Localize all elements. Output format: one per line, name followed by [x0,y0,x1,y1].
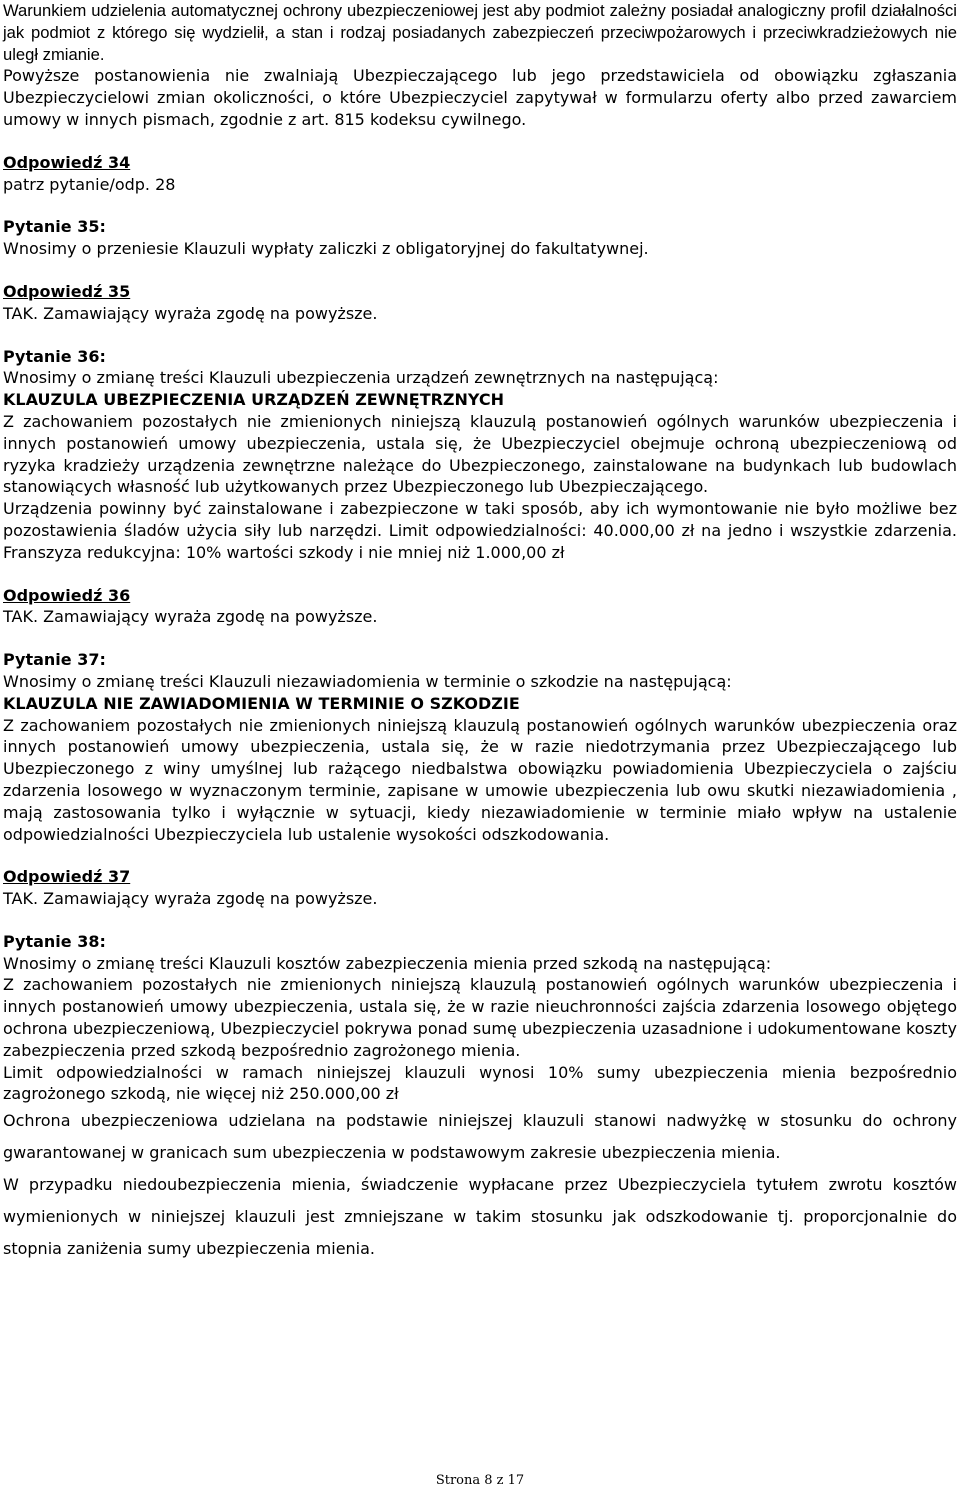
question-38-paragraph-1: Z zachowaniem pozostałych nie zmienionych niniejszą klauzulą postanowień ogólnych warunków ubezpieczenia i innych postanowień umowy ubezpieczenia, ustala się, że w razie nieuchronności zajścia zdarzenia losowego objętego ochrona ubezpieczeniową, Ubezpieczyciel pokrywa ponad sumę ubezpieczenia uzasadnione i udokumentowane koszty zabezpieczenia przed szkodą bezpośrednio zagrożonego mienia. [3,975,957,1060]
page-number: Strona 8 z 17 [435,1473,525,1488]
question-37-clause-title: KLAUZULA NIE ZAWIADOMIENIA W TERMINIE O SZKODZIE [3,693,520,713]
answer-34-heading: Odpowiedź 34 [3,152,131,172]
answer-35-heading: Odpowiedź 35 [3,281,131,301]
question-36-intro: Wnosimy o zmianę treści Klauzuli ubezpieczenia urządzeń zewnętrznych na następującą: [3,368,719,388]
answer-34-text: patrz pytanie/odp. 28 [3,174,176,194]
question-35-text: Wnosimy o przeniesie Klauzuli wypłaty zaliczki z obligatoryjnej do fakultatywnej. [3,239,649,259]
answer-36-heading: Odpowiedź 36 [3,585,131,605]
answer-37-heading: Odpowiedź 37 [3,867,131,887]
answer-35-text: TAK. Zamawiający wyraża zgodę na powyższe. [3,303,378,323]
question-37-paragraph-1: Z zachowaniem pozostałych nie zmienionych niniejszą klauzulą postanowień ogólnych warunków ubezpieczenia oraz innych postanowień umowy ubezpieczenia, ustala się, że w razie niedotrzymania przez Ubezpieczającego lub Ubezpieczonego z winy umyślnej lub rażącego niedbalstwa obowiązku powiadomienia Ubezpieczyciela o zajściu zdarzenia losowego w wyznaczonym terminie, zapisane w umowie ubezpieczenia lub owu skutki niezawiadomienia , mają zastosowania tylko i wyłącznie w sytuacji, kiedy niezawiadomienie w terminie miało wpływ na ustalenie odpowiedzialności Ubezpieczyciela lub ustalenie wysokości odszkodowania. [3,715,957,844]
question-35-heading: Pytanie 35: [3,217,106,237]
question-36-paragraph-1: Z zachowaniem pozostałych nie zmienionych niniejszą klauzulą postanowień ogólnych warunków ubezpieczenia i innych postanowień umowy ubezpieczenia, ustala się, że Ubezpieczyciel obejmuje ochroną ubezpieczeniową od ryzyka kradzieży urządzenia zewnętrzne należące do Ubezpieczonego, zainstalowane na budynkach lub budowlach stanowiących własność lub użytkowanych przez Ubezpieczonego lub Ubezpieczającego. [3,411,957,497]
question-38-paragraph-2: Limit odpowiedzialności w ramach niniejszej klauzuli wynosi 10% sumy ubezpieczenia mienia bezpośrednio zagrożonego szkodą, nie więcej niż 250.000,00 zł [3,1062,957,1104]
question-38-paragraph-4: W przypadku niedoubezpieczenia mienia, świadczenie wypłacane przez Ubezpieczyciela tytułem zwrotu kosztów wymienionych w niniejszej klauzuli jest zmniejszane w takim stosunku jak odszkodowanie tj. proporcjonalnie do stopnia zaniżenia sumy ubezpieczenia mienia. [3,1175,957,1259]
question-36-clause-title: KLAUZULA UBEZPIECZENIA URZĄDZEŃ ZEWNĘTRZNYCH [3,390,505,410]
intro-paragraph-2: Powyższe postanowienia nie zwalniają Ubezpieczającego lub jego przedstawiciela od obowiązku zgłaszania Ubezpieczycielowi zmian okoliczności, o które Ubezpieczyciel zapytywał w formularzu oferty albo przed zawarciem umowy w innych pismach, zgodnie z art. 815 kodeksu cywilnego. [3,66,957,129]
question-38-heading: Pytanie 38: [3,931,106,951]
question-36-heading: Pytanie 36: [3,346,106,366]
question-38-paragraph-3: Ochrona ubezpieczeniowa udzielana na podstawie niniejszej klauzuli stanowi nadwyżkę w stosunku do ochrony gwarantowanej w granicach sum ubezpieczenia w podstawowym zakresie ubezpieczenia mienia. [3,1111,957,1163]
answer-36-text: TAK. Zamawiający wyraża zgodę na powyższe. [3,607,378,627]
question-36-paragraph-2: Urządzenia powinny być zainstalowane i zabezpieczone w taki sposób, aby ich wymontowanie nie było możliwe bez pozostawienia śladów użycia siły lub narzędzi. Limit odpowiedzialności: 40.000,00 zł na jedno i wszystkie zdarzenia. Franszyza redukcyjna: 10% wartości szkody i nie mniej niż 1.000,00 zł [3,499,957,562]
document-page [3,0,957,1265]
question-38-intro: Wnosimy o zmianę treści Klauzuli kosztów zabezpieczenia mienia przed szkodą na następującą: [3,953,772,973]
intro-paragraph-1: Warunkiem udzielenia automatycznej ochrony ubezpieczeniowej jest aby podmiot zależny posiadał analogiczny profil działalności jak podmiot z którego się wydzielił, a stan i rodzaj posiadanych zabezpieczeń przeciwpożarowych i przeciwkradzieżowych nie uległ zmianie. [3,1,957,64]
question-37-heading: Pytanie 37: [3,650,106,670]
question-37-intro: Wnosimy o zmianę treści Klauzuli niezawiadomienia w terminie o szkodzie na następującą: [3,671,732,691]
answer-37-text: TAK. Zamawiający wyraża zgodę na powyższe. [3,889,378,909]
